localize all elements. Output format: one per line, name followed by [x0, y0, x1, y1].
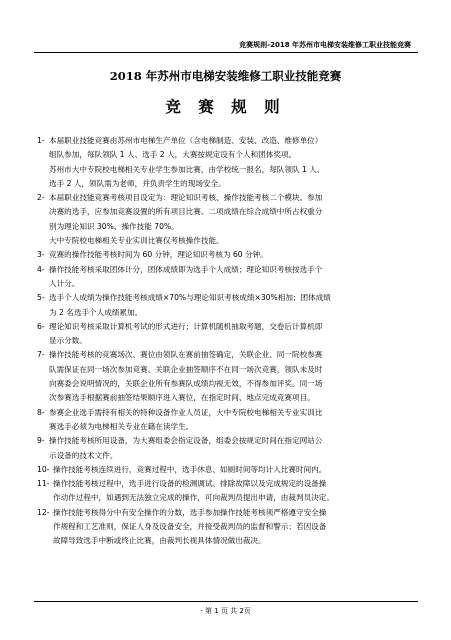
rule-item	[37, 348, 423, 405]
rule-text	[49, 406, 423, 435]
rule-text	[53, 506, 423, 549]
rule-number: 11-	[37, 479, 50, 489]
rule-item	[37, 506, 423, 549]
document-subtitle: 竞 赛 规 则	[165, 97, 286, 116]
page-number: - 第 1 页 共 2页	[200, 607, 251, 615]
rule-number: 8-	[37, 407, 45, 417]
rule-line: 选手个人成绩为操作技能考核成绩×70%与理论知识考核成绩×30%相加；团体成绩	[49, 293, 331, 303]
rule-item	[37, 434, 423, 463]
rule-text	[49, 191, 423, 248]
rule-line: 决赛的选手，应参加竞赛设置的所有项目比赛。二项成绩在综合成绩中所占权重分	[49, 207, 323, 217]
rule-item	[37, 263, 423, 292]
rule-line: 赛选手必须为电梯相关专业在籍在读学生。	[49, 421, 194, 431]
rule-line: 为 2 名选手个人成绩累加。	[49, 307, 143, 317]
rule-line: 参赛企业选手需持有相关的特种设备作业人员证，大中专院校电梯相关专业实训比	[49, 407, 323, 417]
rule-text	[49, 134, 423, 191]
rule-line: 理论知识考核采取计算机考试的形式进行；计算机随机抽取考题，交卷后计算机即	[49, 321, 323, 331]
rule-line: 操作技能考核过程中，选手进行设备的检测调试、排除故障以及完成规定的设备操	[53, 479, 327, 489]
rule-line: 操作技能考核所用设备，为大赛组委会指定设备，组委会按规定时间在指定网站公	[49, 436, 323, 446]
rule-number: 3-	[37, 250, 45, 260]
rule-item	[37, 291, 423, 320]
rule-line: 苏州市大中专院校电梯相关专业学生参加比赛，由学校统一报名，每队领队 1 人、	[49, 164, 325, 174]
rule-number: 6-	[37, 321, 45, 331]
rule-line: 竞赛的操作技能考核时间为 60 分钟，理论知识考核为 60 分钟。	[49, 250, 268, 260]
rule-line: 别为理论知识 30%、操作技能 70%。	[49, 221, 179, 231]
rule-text	[49, 348, 423, 405]
rule-line: 操作技能考核的竞赛场次、赛位由领队在赛前抽签确定，关联企业、同一院校参赛	[49, 350, 323, 360]
rule-item	[37, 463, 423, 477]
rule-item	[37, 320, 423, 349]
rule-item	[37, 134, 423, 191]
rule-line: 人计分。	[49, 278, 80, 288]
rule-number: 1-	[37, 136, 45, 145]
rule-line: 作动作过程中，如遇到无法独立完成的操作，可向裁判员提出申请，由裁判员决定。	[53, 493, 334, 503]
rule-line: 作规程和工艺准则，保证人身及设备安全，并接受裁判员的监督和警示；若因设备	[53, 522, 327, 532]
rule-number: 5-	[37, 293, 45, 303]
rule-item	[37, 477, 423, 506]
rule-number: 2-	[37, 193, 45, 203]
running-header: 竞赛规则-2018 年苏州市电梯安装维修工职业技能竞赛	[239, 41, 411, 49]
rule-line: 向赛委会说明情况的，关联企业所有参赛队成绩均视无效，不得参加评奖。同一场	[49, 379, 323, 389]
rule-item	[37, 406, 423, 435]
rule-line: 操作技能考核采取团体计分，团体成绩即为选手个人成绩；理论知识考核按选手个	[49, 264, 323, 274]
rule-text	[49, 434, 423, 463]
rule-number: 12-	[37, 507, 50, 517]
rule-line: 故障导致选手中断或终止比赛，由裁判长视具体情况做出裁决。	[53, 536, 266, 546]
rule-line: 本届职业技能竞赛考核项目设定为：理论知识考核、操作技能考核二个模块。参加	[49, 193, 323, 203]
rule-line: 示设备的技术文件。	[49, 450, 118, 460]
rule-text	[49, 248, 423, 262]
rule-text	[53, 477, 423, 506]
document-title: 2018 年苏州市电梯安装维修工职业技能竞赛	[109, 69, 342, 83]
header-rule	[34, 52, 418, 53]
footer-rule	[34, 601, 418, 602]
rule-item	[37, 191, 423, 248]
rule-text	[49, 263, 423, 292]
rule-number: 10-	[37, 464, 50, 474]
rule-line: 操作技能考核得分中有安全操作的分数，选手参加操作技能考核须严格遵守安全操	[53, 507, 327, 517]
rule-line: 显示分数。	[49, 336, 87, 346]
rules-list	[37, 134, 423, 549]
rule-number: 9-	[37, 436, 45, 446]
rule-number: 7-	[37, 350, 45, 360]
rule-text	[49, 291, 423, 320]
rule-line: 队需保证在同一场次参加竞赛。关联企业抽签顺序不在同一场次竞赛，领队未及时	[49, 364, 323, 374]
rule-line: 选手 2 人，领队需为老师，并负责学生的现场安全。	[49, 178, 226, 188]
rule-number: 4-	[37, 264, 45, 274]
rule-line: 组队参加，每队领队 1 人、选手 2 人，大赛按规定设有个人和团体奖项。	[49, 150, 297, 160]
rule-text	[53, 463, 423, 477]
rule-text	[49, 320, 423, 349]
rule-line: 次参赛选手根据赛前抽签结果顺序进入赛位，在指定时间、地点完成竞赛项目。	[49, 393, 315, 403]
rule-line: 大中专院校电梯相关专业实训比赛仅考核操作技能。	[49, 236, 224, 246]
rule-line: 本届职业技能竞赛由苏州市电梯生产单位（含电梯制造、安装、改造、维修单位）	[49, 136, 323, 145]
rule-item	[37, 248, 423, 262]
rule-line: 操作技能考核连续进行，竞赛过程中，选手休息、如厕时间等均计入比赛时间内。	[53, 464, 327, 474]
